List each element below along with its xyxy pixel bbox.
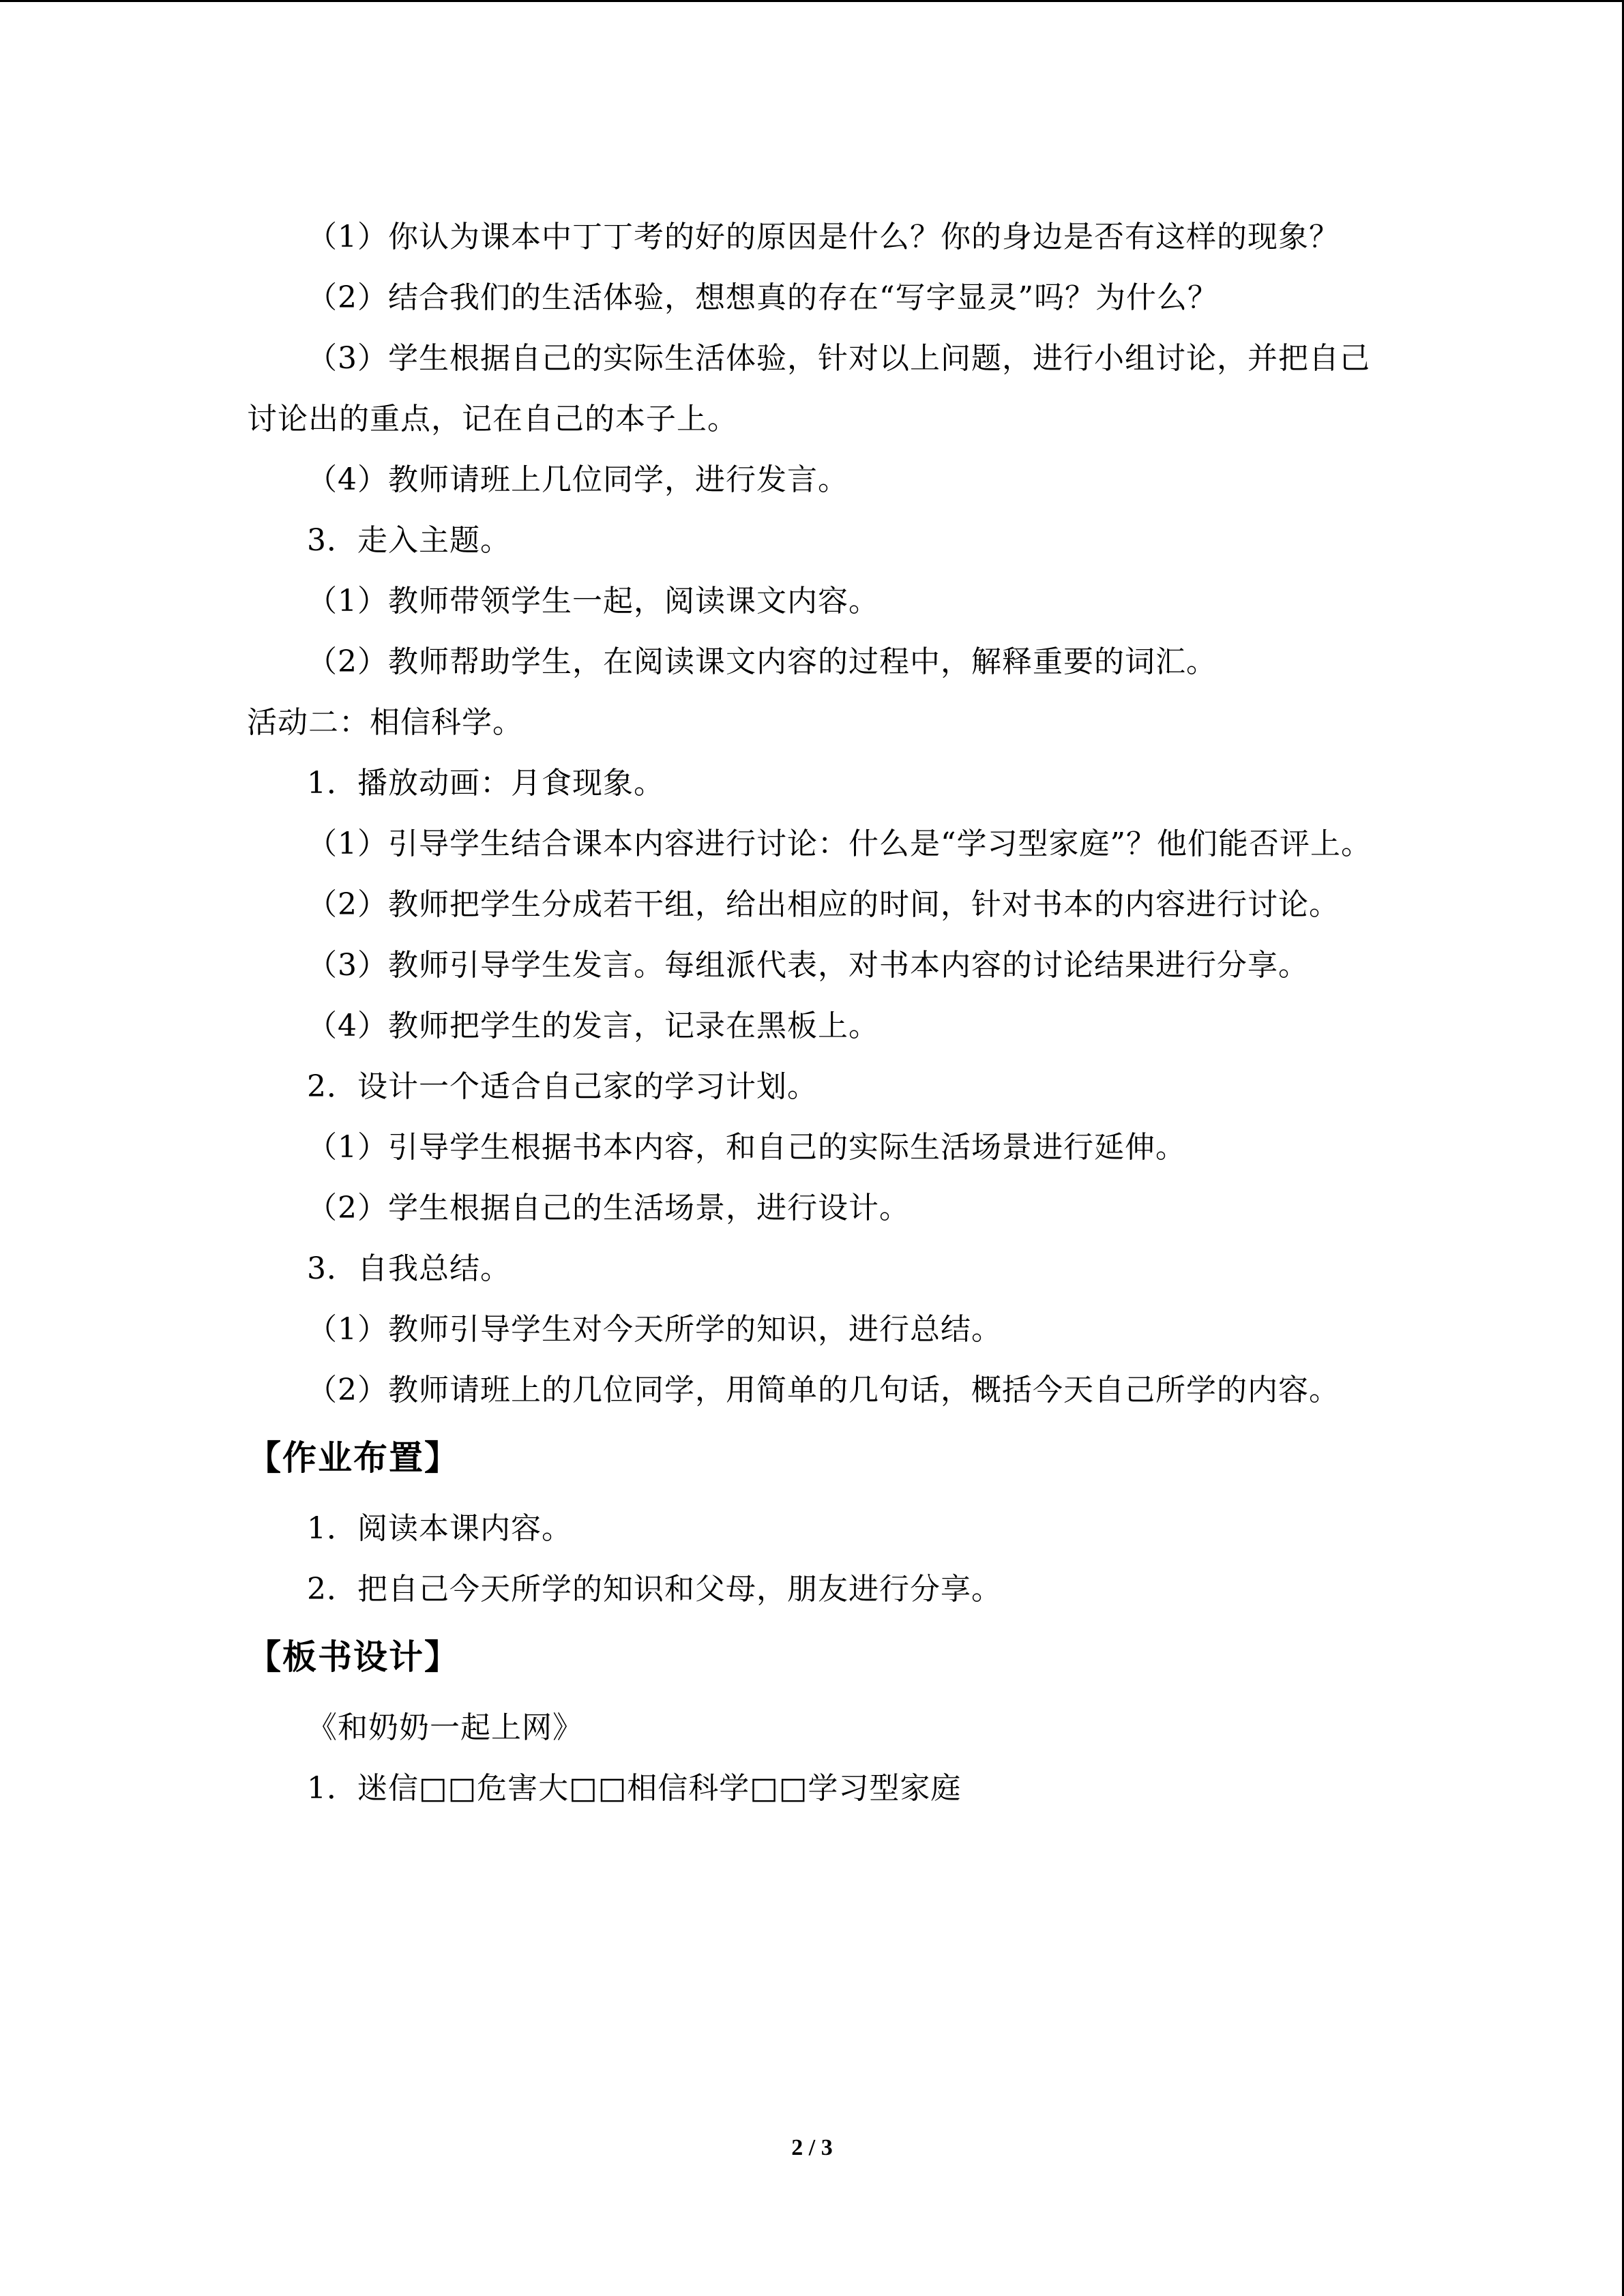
paragraph: （3）教师引导学生发言。每组派代表，对书本内容的讨论结果进行分享。 bbox=[307, 948, 1309, 983]
paragraph: 3．走入主题。 bbox=[307, 523, 511, 558]
homework-heading: 【作业布置】 bbox=[247, 1438, 460, 1478]
paragraph: 3．自我总结。 bbox=[307, 1251, 511, 1286]
board-design-heading: 【板书设计】 bbox=[247, 1637, 460, 1677]
page-content bbox=[247, 207, 1379, 1819]
paragraph: （2）学生根据自己的生活场景，进行设计。 bbox=[307, 1191, 910, 1225]
paragraph: （2）教师请班上的几位同学，用简单的几句话，概括今天自己所学的内容。 bbox=[307, 1373, 1340, 1407]
page-number: 2 / 3 bbox=[791, 2135, 833, 2160]
paragraph: （4）教师把学生的发言，记录在黑板上。 bbox=[307, 1009, 879, 1043]
board-item: 1．迷信□□危害大□□相信科学□□学习型家庭 bbox=[307, 1771, 962, 1806]
paragraph: （1）教师带领学生一起，阅读课文内容。 bbox=[307, 584, 879, 618]
board-title: 《和奶奶一起上网》 bbox=[307, 1710, 583, 1745]
paragraph: （2）结合我们的生活体验，想想真的存在“写字显灵”吗？为什么？ bbox=[307, 280, 1218, 315]
paragraph: （2）教师帮助学生，在阅读课文内容的过程中，解释重要的词汇。 bbox=[307, 644, 1217, 679]
homework-item: 2．把自己今天所学的知识和父母，朋友进行分享。 bbox=[307, 1572, 1002, 1607]
paragraph: 1．播放动画：月食现象。 bbox=[307, 766, 664, 801]
paragraph: （4）教师请班上几位同学，进行发言。 bbox=[307, 462, 848, 497]
homework-item: 1．阅读本课内容。 bbox=[307, 1511, 572, 1546]
paragraph: （1）引导学生根据书本内容，和自己的实际生活场景进行延伸。 bbox=[307, 1130, 1186, 1165]
paragraph: （1）教师引导学生对今天所学的知识，进行总结。 bbox=[307, 1312, 1002, 1347]
paragraph: （3）学生根据自己的实际生活体验，针对以上问题，进行小组讨论，并把自己讨论出的重点，记在自己的本子上。 bbox=[247, 341, 1370, 436]
paragraph: （1）引导学生结合课本内容进行讨论：什么是“学习型家庭”？他们能否评上。 bbox=[307, 826, 1372, 861]
paragraph: （2）教师把学生分成若干组，给出相应的时间，针对书本的内容进行讨论。 bbox=[307, 887, 1340, 922]
paragraph: 2．设计一个适合自己家的学习计划。 bbox=[307, 1069, 818, 1104]
activity-title: 活动二：相信科学。 bbox=[247, 705, 523, 740]
paragraph: （1）你认为课本中丁丁考的好的原因是什么？你的身边是否有这样的现象？ bbox=[307, 220, 1340, 254]
